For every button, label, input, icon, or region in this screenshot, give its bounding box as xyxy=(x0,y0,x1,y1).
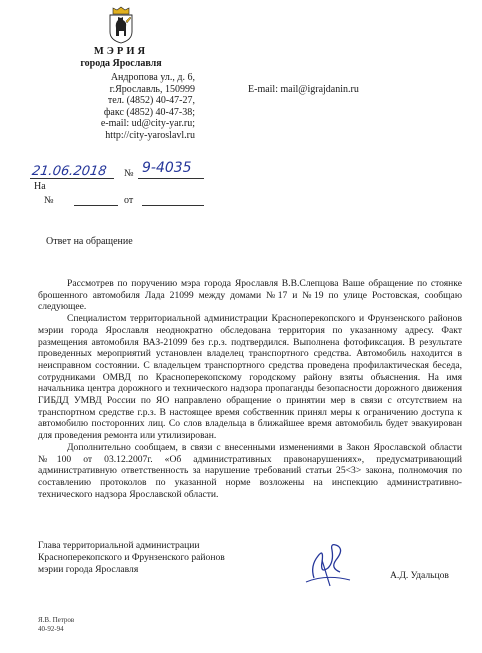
executor-phone: 40-92-94 xyxy=(38,625,64,633)
org-city: города Ярославля xyxy=(80,58,162,69)
signer-position xyxy=(38,540,225,576)
city-crest-icon xyxy=(108,6,134,44)
address-line: http://city-yaroslavl.ru xyxy=(105,129,195,141)
position-line: Красноперекопского и Фрунзенского районов xyxy=(38,552,225,563)
executor-info xyxy=(38,616,74,634)
ref-date-line xyxy=(142,205,204,206)
body-paragraph: Дополнительно сообщаем, в связи с внесенными изменениями в Закон Ярославской области №100 от 03.12.2007г. «Об административных правонарушениях», предусматривающий административную ответственность за нарушение требований статьи 25<3> закона, полномочия по составлению протоколов по указанной норме возложены на инспекцию административно-технического надзора Ярославской области. xyxy=(38,441,462,500)
address-line: e-mail: ud@city-yar.ru; xyxy=(100,118,195,130)
sender-address xyxy=(48,72,195,142)
handwritten-signature-icon xyxy=(300,538,358,590)
address-line: г.Ярославль, 150999 xyxy=(109,83,195,95)
date-line xyxy=(30,178,114,179)
signer-name: А.Д. Удальцов xyxy=(390,570,449,581)
letter-body xyxy=(38,278,462,500)
ref-number-line xyxy=(74,205,118,206)
address-line: Андропова ул., д. 6, xyxy=(110,72,195,83)
from-label: от xyxy=(124,195,134,206)
position-line: мэрии города Ярославля xyxy=(38,564,139,575)
body-paragraph: Рассмотрев по поручению мэра города Ярославля В.В.Слепцова Ваше обращение по стоянке брошенного автомобиля Лада 21099 между домами №17 и №19 по улице Ростовская, сообщаю следующее. xyxy=(38,278,462,313)
subject-line: Ответ на обращение xyxy=(46,236,133,247)
address-line: тел. (4852) 40-47-27, xyxy=(107,95,195,107)
on-label: На xyxy=(34,181,46,192)
number-label: № xyxy=(124,168,134,179)
recipient-email: E-mail: mail@igrajdanin.ru xyxy=(248,84,359,95)
org-name: МЭРИЯ xyxy=(93,46,149,57)
executor-name: Я.В. Петров xyxy=(38,616,75,624)
ref-number-label: № xyxy=(44,195,54,206)
position-line: Глава территориальной администрации xyxy=(38,540,200,551)
body-paragraph: Специалистом территориальной администрации Красноперекопского и Фрунзенского районов мэрии города Ярославля неоднократно обследована территория по указанному адресу. Факт размещения автомобиля ВАЗ-21099 без г.р.з. подтвердился. Выполнена фотофиксация. В результате проведенных мероприятий установлен владелец транспортного средства. Автомобиль находится в неисправном состоянии. С владельцем транспортного средства проведена профилактическая беседа, сотрудниками ОМВД по Красноперекопскому городскому району взяты объяснения. На имя начальника центра дорожного и технического надзора пропаганды безопасности дорожного движения ГИБДД УМВД России по ЯО направлено обращение о принятии мер в связи с отсутствием на транспортном средстве г.р.з. В настоящее время собственник принял меры к ограничению доступа к автомобилю посторонних лиц. Со слов владельца в ближайшее время автомобиль будет эвакуирован для проведения ремонта или утилизирован. xyxy=(38,313,462,442)
number-line xyxy=(138,178,204,179)
handwritten-number: 9-4035 xyxy=(142,160,192,176)
handwritten-date: 21.06.2018 xyxy=(30,164,108,179)
address-line: факс (4852) 40-47-38; xyxy=(103,106,195,118)
